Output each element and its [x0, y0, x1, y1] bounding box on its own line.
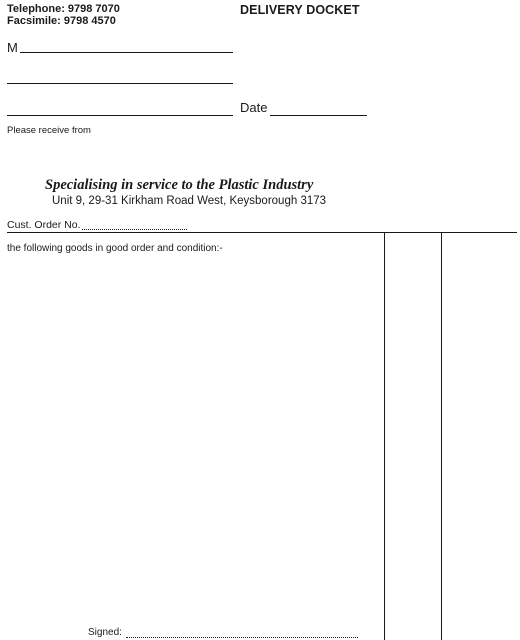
cust-order-label: Cust. Order No.	[7, 219, 81, 231]
company-address: Unit 9, 29-31 Kirkham Road West, Keysborough 3173	[52, 195, 327, 207]
signed-label: Signed:	[88, 627, 122, 638]
company-tagline: Specialising in service to the Plastic Industry	[45, 177, 314, 193]
document-title: DELIVERY DOCKET	[240, 3, 360, 17]
addressee-line-3[interactable]	[7, 115, 233, 116]
goods-column-divider-1	[384, 232, 385, 640]
facsimile-number: Facsimile: 9798 4570	[7, 15, 116, 27]
addressee-line-1[interactable]	[20, 52, 233, 53]
telephone-number: Telephone: 9798 7070	[7, 3, 120, 15]
goods-column-divider-2	[441, 232, 442, 640]
goods-intro-text: the following goods in good order and condition:-	[7, 243, 223, 254]
signature-line[interactable]	[126, 637, 358, 638]
date-line[interactable]	[270, 115, 367, 116]
please-receive-label: Please receive from	[7, 125, 91, 136]
cust-order-line[interactable]	[82, 229, 187, 230]
addressee-label: M	[7, 40, 18, 55]
addressee-line-2[interactable]	[7, 83, 233, 84]
date-label: Date	[240, 100, 268, 115]
